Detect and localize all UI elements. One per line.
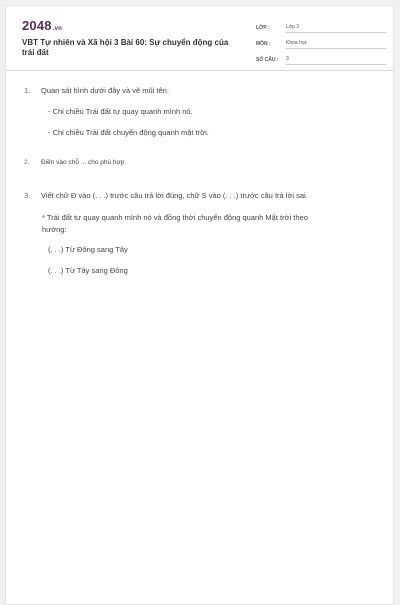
site-logo[interactable]: 2048.vn bbox=[22, 18, 63, 33]
question-number: 1. bbox=[24, 86, 31, 95]
question-number: 2. bbox=[24, 159, 30, 166]
meta-row-question-count bbox=[256, 52, 386, 65]
meta-value: Lớp 3 bbox=[286, 24, 386, 33]
question-text: Viết chữ Đ vào (. . .) trước câu trả lời đúng, chữ S vào (. . .) trước câu trả lời sai. bbox=[41, 191, 308, 200]
worksheet-header bbox=[6, 6, 393, 71]
meta-label: LỚP : bbox=[256, 25, 270, 31]
question-text: Điền vào chỗ ... cho phù hợp bbox=[41, 159, 125, 166]
meta-row-subject bbox=[256, 36, 386, 49]
question-1-line-2: - Chỉ chiều Trái đất chuyển động quanh mặt trời. bbox=[48, 128, 209, 137]
meta-value: 3 bbox=[286, 56, 386, 65]
meta-row-class bbox=[256, 20, 386, 33]
question-3 bbox=[24, 191, 308, 200]
question-3-statement-line-2: hướng: bbox=[42, 225, 67, 234]
meta-label: MÔN : bbox=[256, 41, 271, 47]
meta-value: Khoa học bbox=[286, 40, 386, 49]
answer-option-1[interactable]: (. . .) Từ Đông sang Tây bbox=[48, 245, 128, 254]
question-2 bbox=[24, 159, 124, 166]
worksheet-title: VBT Tự nhiên và Xã hội 3 Bài 60: Sự chuyển động của trái đất bbox=[22, 38, 229, 57]
question-3-statement-line-1: * Trái đất tự quay quanh mình nó và đồng thời chuyển động quanh Mặt trời theo bbox=[42, 213, 308, 222]
question-1 bbox=[24, 86, 169, 95]
worksheet-page bbox=[5, 5, 394, 605]
answer-option-2[interactable]: (. . .) Từ Tây sang Đông bbox=[48, 266, 128, 275]
worksheet-meta bbox=[256, 20, 386, 68]
question-1-line-1: - Chỉ chiều Trái đất tự quay quanh mình nó. bbox=[48, 107, 193, 116]
meta-label: SỐ CÂU : bbox=[256, 57, 279, 63]
question-text: Quan sát hình dưới đây và vẽ mũi tên: bbox=[41, 86, 169, 95]
question-number: 3. bbox=[24, 191, 31, 200]
